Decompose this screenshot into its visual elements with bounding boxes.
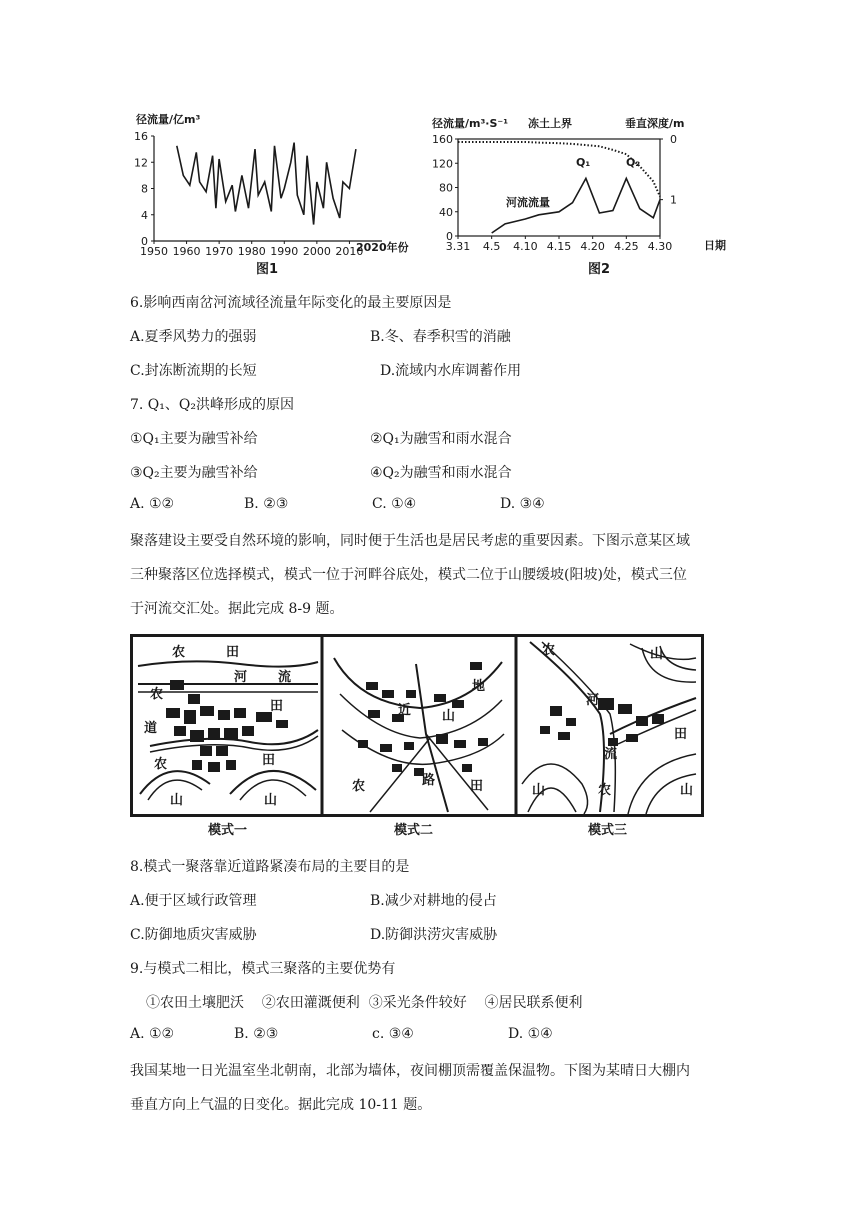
q9-statements: ①农田土壤肥沃 ②农田灌溉便利 ③采光条件较好 ④居民联系便利 xyxy=(146,995,583,1011)
fig1-xlabel-unit: 2020年份 xyxy=(356,241,409,254)
mode-1-map xyxy=(138,644,318,808)
m3-char-shan1: 山 xyxy=(650,647,664,662)
m1-char-liu: 流 xyxy=(278,670,292,685)
figure-2-chart xyxy=(428,108,740,280)
fig2-frozen-line xyxy=(458,142,660,197)
mode-3-caption: 模式三 xyxy=(588,823,628,838)
fig2-ytick-label: 160 xyxy=(432,133,453,146)
q6-option-c: C.封冻断流期的长短 xyxy=(130,363,257,379)
fig2-xtick-label: 4.25 xyxy=(614,240,639,253)
m3-char-nong2: 农 xyxy=(598,783,612,798)
figure-1-chart xyxy=(130,108,430,280)
fig2-xtick-label: 4.10 xyxy=(513,240,538,253)
mode-2-caption: 模式二 xyxy=(394,823,434,838)
m2-char-tian: 田 xyxy=(470,779,484,794)
q7-option-d: D. ③④ xyxy=(500,496,545,512)
fig2-ylabel-left: 径流量/m³·S⁻¹ xyxy=(432,117,509,130)
m3-char-he: 河 xyxy=(586,693,600,708)
q8-stem: 8.模式一聚落靠近道路紧凑布局的主要目的是 xyxy=(130,859,410,875)
intro-10-11-line-1: 我国某地一日光温室坐北朝南，北部为墙体，夜间棚顶需覆盖保温物。下图为某晴日大棚内 xyxy=(130,1063,690,1079)
q9-option-c: c. ③④ xyxy=(372,1026,414,1042)
fig1-ytick-label: 12 xyxy=(134,156,148,170)
fig2-x-unit: 日期 xyxy=(704,239,726,252)
fig1-xtick-label: 1980 xyxy=(237,245,266,258)
fig2-ylabel-right: 垂直深度/m xyxy=(625,117,685,130)
fig2-xtick-label: 4.30 xyxy=(647,240,673,253)
fig2-xtick-label: 4.15 xyxy=(546,240,572,253)
q9-option-d: D. ①④ xyxy=(508,1026,553,1042)
m1-char-shan1: 山 xyxy=(170,793,184,808)
fig1-ytick-label: 16 xyxy=(134,130,148,143)
q6-option-a: A.夏季风势力的强弱 xyxy=(130,329,257,345)
q7-statement-4: ④Q₂为融雪和雨水混合 xyxy=(370,465,512,481)
fig1-xtick-label: 1990 xyxy=(270,245,299,258)
m2-char-lu: 路 xyxy=(422,773,436,788)
m1-char-tian3: 田 xyxy=(262,753,276,768)
q9-stem: 9.与模式二相比，模式三聚落的主要优势有 xyxy=(130,961,396,977)
m1-char-nong2: 农 xyxy=(150,687,164,702)
m1-char-shan2: 山 xyxy=(264,793,278,808)
q7-stem: 7. Q₁、Q₂洪峰形成的原因 xyxy=(130,397,294,413)
fig2-ytick-label: 120 xyxy=(432,157,453,171)
q7-option-b: B. ②③ xyxy=(244,496,289,512)
fig1-ylabel: 径流量/亿m³ xyxy=(136,113,201,126)
fig1-xtick-label: 1970 xyxy=(205,245,234,258)
fig1-runoff-line xyxy=(177,143,356,225)
q7-statement-2: ②Q₁为融雪和雨水混合 xyxy=(370,431,512,447)
intro-8-9-line-3: 于河流交汇处。据此完成 8-9 题。 xyxy=(130,601,344,617)
fig1-ytick-label: 4 xyxy=(141,208,148,222)
fig2-flow-label: 河流流量 xyxy=(506,196,550,209)
fig1-series-line xyxy=(177,143,356,225)
q6-option-b: B.冬、春季积雪的消融 xyxy=(370,329,511,345)
q9-option-b: B. ②③ xyxy=(234,1026,279,1042)
m3-char-shan3: 山 xyxy=(680,783,694,798)
q7-option-a: A. ①② xyxy=(130,496,175,512)
q8-option-d: D.防御洪涝灾害威胁 xyxy=(370,927,498,943)
m2-char-shan: 山 xyxy=(442,709,456,724)
fig2-rtick-label: 0 xyxy=(670,133,677,146)
q8-option-a: A.便于区域行政管理 xyxy=(130,893,257,909)
m1-char-tian2: 田 xyxy=(270,699,284,714)
q6-option-d: D.流域内水库调蓄作用 xyxy=(380,363,522,379)
fig1-xtick-label: 2010 xyxy=(335,245,364,258)
m3-char-liu: 流 xyxy=(604,747,618,762)
q7-statement-1: ①Q₁主要为融雪补给 xyxy=(130,431,258,447)
fig2-q2-label: Q₂ xyxy=(626,156,641,169)
m1-char-dao: 道 xyxy=(144,721,158,736)
q7-statement-3: ③Q₂主要为融雪补给 xyxy=(130,465,258,481)
q7-option-c: C. ①④ xyxy=(372,496,417,512)
intro-8-9-line-2: 三种聚落区位选择模式，模式一位于河畔谷底处，模式二位于山腰缓坡(阳坡)处，模式三位 xyxy=(130,567,687,583)
fig2-xtick-label: 3.31 xyxy=(445,240,471,253)
q9-option-a: A. ①② xyxy=(130,1026,175,1042)
intro-10-11-line-2: 垂直方向上气温的日变化。据此完成 10-11 题。 xyxy=(130,1097,432,1113)
m3-char-nong1: 农 xyxy=(542,643,556,658)
m3-char-tian: 田 xyxy=(674,727,688,742)
m2-char-jin: 近 xyxy=(398,703,412,718)
settlement-patterns-figure xyxy=(130,634,704,842)
fig2-ytick-label: 40 xyxy=(439,205,453,219)
m1-char-he: 河 xyxy=(234,670,248,685)
fig1-xtick-label: 1960 xyxy=(172,245,201,258)
fig2-ytick-label: 0 xyxy=(446,230,453,243)
m2-char-nong: 农 xyxy=(352,779,366,794)
fig2-xtick-label: 4.20 xyxy=(580,240,605,253)
fig1-ytick-label: 0 xyxy=(141,235,148,248)
fig2-axes xyxy=(432,133,677,253)
fig2-frozen-label: 冻土上界 xyxy=(528,117,572,130)
m3-char-shan2: 山 xyxy=(532,783,546,798)
m1-char-nong1: 农 xyxy=(172,645,186,660)
mode-3-map xyxy=(522,642,696,814)
fig1-xtick-label: 1950 xyxy=(140,245,168,258)
fig1-caption: 图1 xyxy=(256,262,279,277)
q6-stem: 6.影响西南岔河流域径流量年际变化的最主要原因是 xyxy=(130,295,452,311)
m2-char-di: 地 xyxy=(472,679,486,694)
fig1-ytick-label: 8 xyxy=(141,182,148,196)
q8-option-b: B.减少对耕地的侵占 xyxy=(370,893,497,909)
fig2-rtick-label: 1 xyxy=(670,193,677,207)
fig1-xtick-label: 2000 xyxy=(302,245,331,258)
m1-char-tian1: 田 xyxy=(226,645,240,660)
fig2-ytick-label: 80 xyxy=(439,181,453,195)
mode-2-map xyxy=(334,658,504,812)
fig2-caption: 图2 xyxy=(588,262,611,277)
mode-1-caption: 模式一 xyxy=(208,823,248,838)
fig2-q1-label: Q₁ xyxy=(576,156,591,169)
m1-char-nong3: 农 xyxy=(154,757,168,772)
intro-8-9-line-1: 聚落建设主要受自然环境的影响，同时便于生活也是居民考虑的重要因素。下图示意某区域 xyxy=(130,533,690,549)
q8-option-c: C.防御地质灾害威胁 xyxy=(130,927,257,943)
fig2-xtick-label: 4.5 xyxy=(482,240,501,253)
